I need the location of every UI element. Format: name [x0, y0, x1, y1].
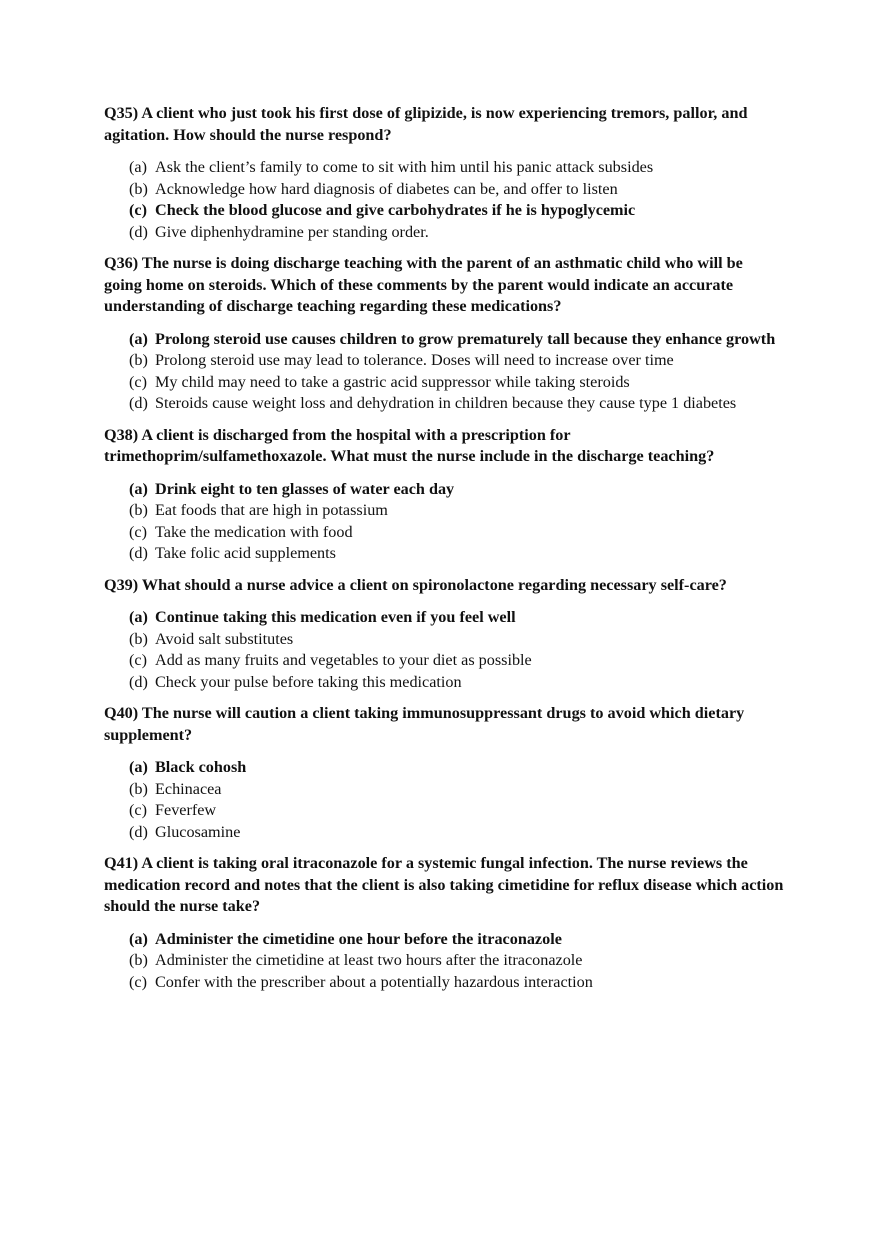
option-letter: (a) — [129, 929, 148, 948]
question-q38 — [104, 425, 784, 565]
option-item-answer — [129, 607, 784, 629]
option-letter: (a) — [129, 329, 148, 348]
option-text: Glucosamine — [155, 822, 241, 841]
option-letter: (d) — [129, 394, 148, 412]
option-letter: (b) — [129, 179, 148, 198]
option-letter: (d) — [129, 544, 148, 562]
question-q35 — [104, 103, 784, 243]
option-text: Feverfew — [155, 801, 217, 819]
option-text: Prolong steroid use may lead to tolerance. Doses will need to increase over time — [155, 351, 674, 369]
option-letter: (c) — [129, 372, 147, 391]
option-letter: (a) — [129, 479, 148, 498]
option-list — [104, 607, 784, 693]
option-letter: (c) — [129, 972, 147, 991]
option-text: Eat foods that are high in potassium — [155, 501, 388, 519]
option-letter: (a) — [129, 608, 148, 626]
option-letter: (c) — [129, 201, 147, 219]
option-item-answer — [129, 479, 784, 501]
question-stem: Q36) The nurse is doing discharge teaching with the parent of an asthmatic child who will be going home on steroids. Which of these comments by the parent would indicate an accurate understanding of discharge teaching regarding these medications? — [104, 254, 743, 315]
option-letter: (b) — [129, 951, 148, 969]
option-list — [104, 757, 784, 843]
option-text: Administer the cimetidine at least two hours after the itraconazole — [155, 951, 583, 969]
option-item — [129, 222, 784, 244]
question-q39 — [104, 575, 784, 694]
option-item — [129, 800, 784, 822]
option-text: Continue taking this medication even if you feel well — [155, 608, 516, 626]
option-item-answer — [129, 929, 784, 951]
option-text: Add as many fruits and vegetables to your diet as possible — [155, 651, 532, 669]
option-item — [129, 350, 784, 372]
option-item — [129, 629, 784, 651]
option-text: Acknowledge how hard diagnosis of diabetes can be, and offer to listen — [155, 179, 618, 198]
option-letter: (c) — [129, 801, 147, 819]
option-list — [104, 329, 784, 415]
option-letter: (a) — [129, 758, 148, 776]
option-item — [129, 650, 784, 672]
option-text: Black cohosh — [155, 758, 247, 776]
question-stem: Q40) The nurse will caution a client taking immunosuppressant drugs to avoid which dietary supplement? — [104, 704, 745, 744]
option-text: Ask the client’s family to come to sit with him until his panic attack subsides — [155, 158, 654, 176]
option-text: Prolong steroid use causes children to grow prematurely tall because they enhance growth — [155, 329, 776, 348]
option-list — [104, 929, 784, 994]
option-text: Administer the cimetidine one hour before the itraconazole — [155, 929, 562, 948]
question-stem: Q39) What should a nurse advice a client on spironolactone regarding necessary self-care? — [104, 575, 727, 594]
option-text: Check the blood glucose and give carbohydrates if he is hypoglycemic — [155, 201, 636, 219]
option-item — [129, 972, 784, 994]
option-item — [129, 522, 784, 544]
option-letter: (d) — [129, 822, 148, 841]
option-text: Avoid salt substitutes — [155, 629, 294, 648]
option-item — [129, 779, 784, 801]
option-item-answer — [129, 329, 784, 351]
option-text: Confer with the prescriber about a potentially hazardous interaction — [155, 972, 593, 991]
question-stem: Q38) A client is discharged from the hospital with a prescription for trimethoprim/sulfamethoxazole. What must the nurse include in the discharge teaching? — [104, 425, 715, 465]
option-text: My child may need to take a gastric acid suppressor while taking steroids — [155, 372, 630, 391]
question-stem: Q35) A client who just took his first dose of glipizide, is now experiencing tremors, pallor, and agitation. How should the nurse respond? — [104, 104, 748, 144]
option-letter: (d) — [129, 222, 148, 241]
option-letter: (d) — [129, 672, 148, 691]
option-item — [129, 157, 784, 179]
option-list — [104, 479, 784, 565]
option-list — [104, 157, 784, 243]
option-letter: (b) — [129, 779, 148, 798]
question-q41 — [104, 853, 784, 993]
option-item — [129, 822, 784, 844]
question-stem: Q41) A client is taking oral itraconazole for a systemic fungal infection. The nurse reviews the medication record and notes that the client is also taking cimetidine for reflux disease which action should the nurse take? — [104, 854, 784, 915]
option-letter: (c) — [129, 651, 147, 669]
option-item — [129, 672, 784, 694]
option-item — [129, 179, 784, 201]
option-text: Give diphenhydramine per standing order. — [155, 222, 429, 241]
option-item — [129, 393, 784, 415]
option-item — [129, 950, 784, 972]
option-text: Drink eight to ten glasses of water each day — [155, 479, 455, 498]
option-text: Take folic acid supplements — [155, 544, 336, 562]
option-letter: (c) — [129, 522, 147, 541]
option-item — [129, 500, 784, 522]
option-text: Steroids cause weight loss and dehydration in children because they cause type 1 diabetes — [155, 394, 737, 412]
option-text: Take the medication with food — [155, 522, 353, 541]
option-letter: (a) — [129, 158, 147, 176]
option-item — [129, 372, 784, 394]
option-letter: (b) — [129, 629, 148, 648]
option-item — [129, 543, 784, 565]
option-item-answer — [129, 757, 784, 779]
option-text: Check your pulse before taking this medication — [155, 672, 462, 691]
question-q36 — [104, 253, 784, 415]
option-item-answer — [129, 200, 784, 222]
option-letter: (b) — [129, 351, 148, 369]
option-letter: (b) — [129, 501, 148, 519]
option-text: Echinacea — [155, 779, 222, 798]
question-q40 — [104, 703, 784, 843]
